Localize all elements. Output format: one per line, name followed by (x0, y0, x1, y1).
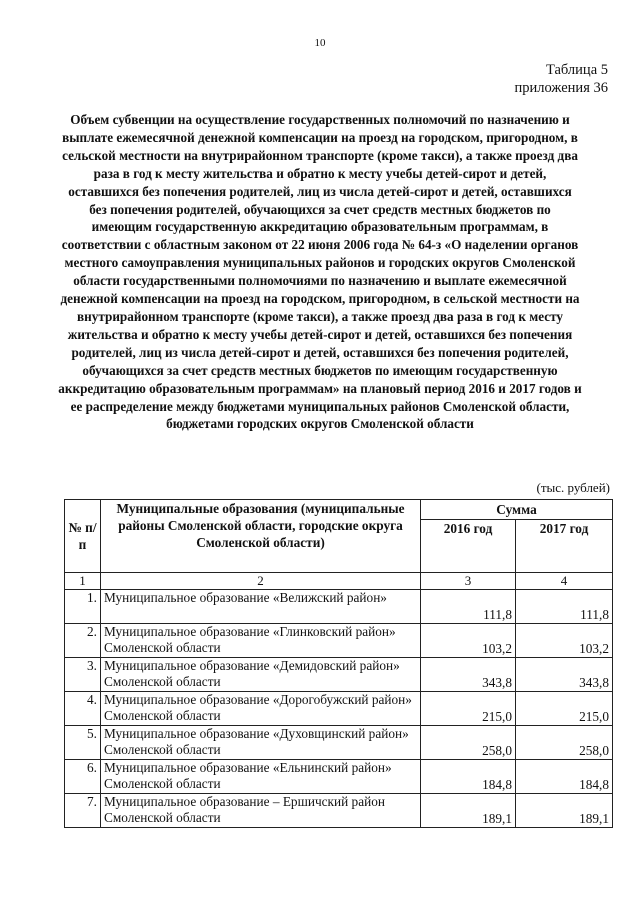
municipality-name: Муниципальное образование «Дорогобужский район» Смоленской области (101, 692, 421, 726)
table-reference (515, 61, 608, 97)
table-reference-line-1: Таблица 5 (545, 62, 608, 78)
amount-2016: 215,0 (421, 692, 516, 726)
municipality-name: Муниципальное образование – Ершичский район Смоленской области (101, 794, 421, 828)
amount-2016: 189,1 (421, 794, 516, 828)
header-year-2016: 2016 год (421, 520, 516, 573)
municipality-name: Муниципальное образование «Велижский район» (101, 590, 421, 624)
column-numbers-row (65, 573, 613, 590)
row-number: 4. (65, 692, 101, 726)
municipality-name: Муниципальное образование «Демидовский район» Смоленской области (101, 658, 421, 692)
amount-2017: 215,0 (516, 692, 613, 726)
row-number: 7. (65, 794, 101, 828)
amount-2016: 258,0 (421, 726, 516, 760)
amount-2016: 343,8 (421, 658, 516, 692)
municipality-name: Муниципальное образование «Духовщинский район» Смоленской области (101, 726, 421, 760)
column-number: 1 (65, 573, 101, 590)
municipality-name: Муниципальное образование «Глинковский район» Смоленской области (101, 624, 421, 658)
amount-2017: 103,2 (516, 624, 613, 658)
table-row (65, 794, 613, 828)
row-number: 2. (65, 624, 101, 658)
column-number: 3 (421, 573, 516, 590)
header-sum: Сумма (421, 500, 613, 520)
row-number: 1. (65, 590, 101, 624)
column-number: 4 (516, 573, 613, 590)
document-title: Объем субвенции на осуществление государственных полномочий по назначению и выплате ежемесячной денежной компенсации на проезд на городском, пригородном, в сельской местности на внутрирайонном транспорте (кроме такси), а также проезд два раза в год к месту жительства и обратно к месту учебы детей-сирот и детей, оставшихся без попечения родителей, лиц из числа детей-сирот и детей, оставшихся без попечения родителей, обучающихся за счет средств местных бюджетов по имеющим государственную аккредитацию образовательным программам, в соответствии с областным законом от 22 июня 2006 года № 64-з «О наделении органов местного самоуправления муниципальных районов и городских округов Смоленской области государственными полномочиями по назначению и выплате ежемесячной денежной компенсации на проезд на городском, пригородном, в сельской местности на внутрирайонном транспорте (кроме такси), а также проезд два раза в год к месту жительства и обратно к месту учебы детей-сирот и детей, оставшихся без попечения родителей, лиц из числа детей-сирот и детей, оставшихся без попечения родителей, обучающихся за счет средств местных бюджетов по имеющим государственную аккредитацию образовательным программам» на плановый период 2016 и 2017 годов и ее распределение между бюджетами муниципальных районов Смоленской области, бюджетами городских округов Смоленской области (58, 112, 582, 432)
amount-2016: 111,8 (421, 590, 516, 624)
table-row (65, 692, 613, 726)
column-number: 2 (101, 573, 421, 590)
amount-2017: 189,1 (516, 794, 613, 828)
amount-2016: 103,2 (421, 624, 516, 658)
table-row (65, 624, 613, 658)
subvention-table (64, 499, 613, 828)
amount-2017: 343,8 (516, 658, 613, 692)
page-number: 10 (314, 37, 326, 49)
table-row (65, 658, 613, 692)
table-row (65, 726, 613, 760)
municipality-name: Муниципальное образование «Ельнинский район» Смоленской области (101, 760, 421, 794)
table-row (65, 760, 613, 794)
amount-2016: 184,8 (421, 760, 516, 794)
row-number: 6. (65, 760, 101, 794)
table-row (65, 590, 613, 624)
amount-2017: 184,8 (516, 760, 613, 794)
header-number: № п/п (65, 500, 101, 573)
amount-2017: 111,8 (516, 590, 613, 624)
unit-label: (тыс. рублей) (536, 480, 610, 495)
table-reference-line-2: приложения 36 (514, 80, 608, 96)
row-number: 5. (65, 726, 101, 760)
header-municipality: Муниципальные образования (муниципальные районы Смоленской области, городские округа Смоленской области) (101, 500, 421, 573)
row-number: 3. (65, 658, 101, 692)
amount-2017: 258,0 (516, 726, 613, 760)
header-year-2017: 2017 год (516, 520, 613, 573)
